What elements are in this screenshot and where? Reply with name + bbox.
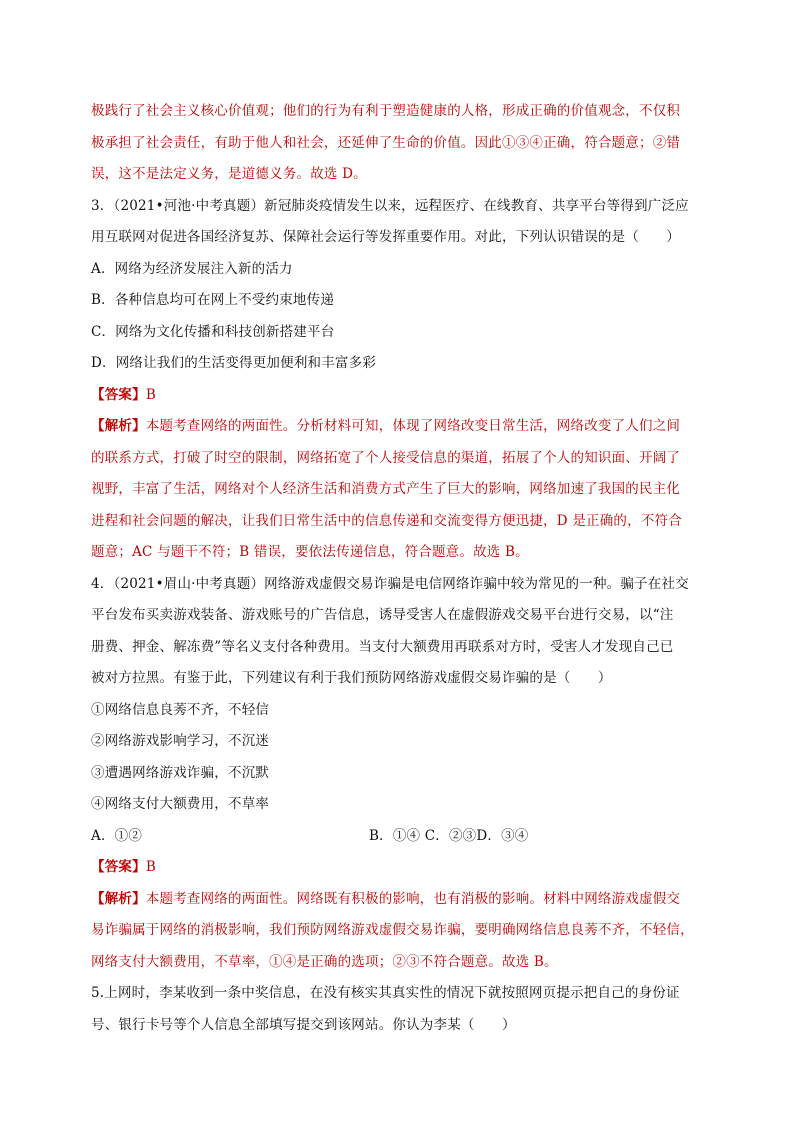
analysis-text: 本题考查网络的两面性。分析材料可知，体现了网络改变日常生活，网络改变了人们之间 (145, 418, 681, 434)
question-3-option-b: B．各种信息均可在网上不受约束地传递 (91, 292, 335, 308)
answer-label: 【答案】 (91, 386, 146, 403)
question-5-stem-line: 号、银行卡号等个人信息全部填写提交到该网站。你认为李某（ ） (91, 1016, 516, 1033)
question-4-item-1: ①网络信息良莠不齐，不轻信 (91, 701, 270, 718)
question-3-answer (91, 380, 707, 412)
question-3-stem-line: 3．（2021•河池·中考真题）新冠肺炎疫情发生以来，远程医疗、在线教育、共享平台等得到广泛应 (91, 197, 689, 214)
question-4-analysis-line (91, 884, 707, 916)
answer-value: B (145, 386, 156, 403)
question-4-stem-line: 被对方拉黑。有鉴于此，下列建议有利于我们预防网络游戏虚假交易诈骗的是（ ） (91, 670, 612, 686)
answer-label: 【答案】 (91, 859, 146, 875)
question-3-option-d: D．网络让我们的生活变得更加便利和丰富多彩 (91, 355, 377, 371)
analysis-label: 【解析】 (91, 890, 146, 907)
question-3-option-a: A．网络为经济发展注入新的活力 (91, 260, 293, 277)
question-4-stem-line: 4．（2021•眉山·中考真题）网络游戏虚假交易诈骗是电信网络诈骗中较为常见的一种。骗子在社交 (91, 575, 689, 592)
analysis-text: 本题考查网络的两面性。网络既有积极的影响，也有消极的影响。材料中网络游戏虚假交 (145, 890, 681, 907)
question-4-options-bcd: B．①④ C．②③D．③④ (369, 827, 529, 844)
question-4-answer (91, 852, 707, 884)
document-page (91, 96, 707, 1041)
question-4-item-4: ④网络支付大额费用，不草率 (91, 796, 270, 812)
question-4-item-2: ②网络游戏影响学习，不沉迷 (91, 733, 270, 749)
analysis-continuation-line: 极承担了社会责任，有助于他人和社会，还延伸了生命的价值。因此①③④正确，符合题意；②错 (91, 134, 681, 151)
question-4-options (91, 821, 707, 853)
analysis-continuation-line: 极践行了社会主义核心价值观；他们的行为有利于塑造健康的人格，形成正确的价值观念，不仅积 (91, 103, 681, 119)
analysis-continuation-line: 误，这不是法定义务，是道德义务。故选 D。 (91, 166, 367, 182)
question-3-option-c: C．网络为文化传播和科技创新搭建平台 (91, 323, 335, 340)
answer-value: B (145, 859, 156, 875)
question-4-analysis-line: 易诈骗属于网络的消极影响，我们预防网络游戏虚假交易诈骗，要明确网络信息良莠不齐，不轻信， (91, 922, 694, 938)
question-3-analysis-line: 题意；AC 与题干不符；B 错误，要依法传递信息，符合题意。故选 B。 (91, 544, 529, 560)
question-3-analysis-line: 进程和社会问题的解决，让我们日常生活中的信息传递和交流变得方便迅捷，D 是正确的，不符合 (91, 512, 682, 529)
question-4-stem-line: 册费、押金、解冻费”等名义支付各种费用。当支付大额费用再联系对方时，受害人才发现自己已 (91, 638, 674, 655)
question-3-analysis-line (91, 411, 707, 443)
question-3-analysis-line: 视野，丰富了生活，网络对个人经济生活和消费方式产生了巨大的影响，网络加速了我国的民主化 (91, 481, 681, 497)
question-4-item-3: ③遭遇网络游戏诈骗，不沉默 (91, 764, 270, 781)
question-4-analysis-line: 网络支付大额费用，不草率，①④是正确的选项；②③不符合题意。故选 B。 (91, 953, 558, 970)
question-4-stem-line: 平台发布买卖游戏装备、游戏账号的广告信息，诱导受害人在虚假游戏交易平台进行交易，以“注 (91, 607, 674, 623)
question-5-stem-line: 5.上网时，李某收到一条中奖信息，在没有核实其真实性的情况下就按照网页提示把自己的身份证 (91, 985, 680, 1001)
analysis-label: 【解析】 (91, 418, 146, 434)
question-3-analysis-line: 的联系方式，打破了时空的限制，网络拓宽了个人接受信息的渠道，拓展了个人的知识面、开阔了 (91, 449, 681, 466)
question-4-option-a: A．①② (91, 827, 143, 844)
question-3-stem-line: 用互联网对促进各国经济复苏、保障社会运行等发挥重要作用。对此，下列认识错误的是（ ） (91, 229, 681, 245)
